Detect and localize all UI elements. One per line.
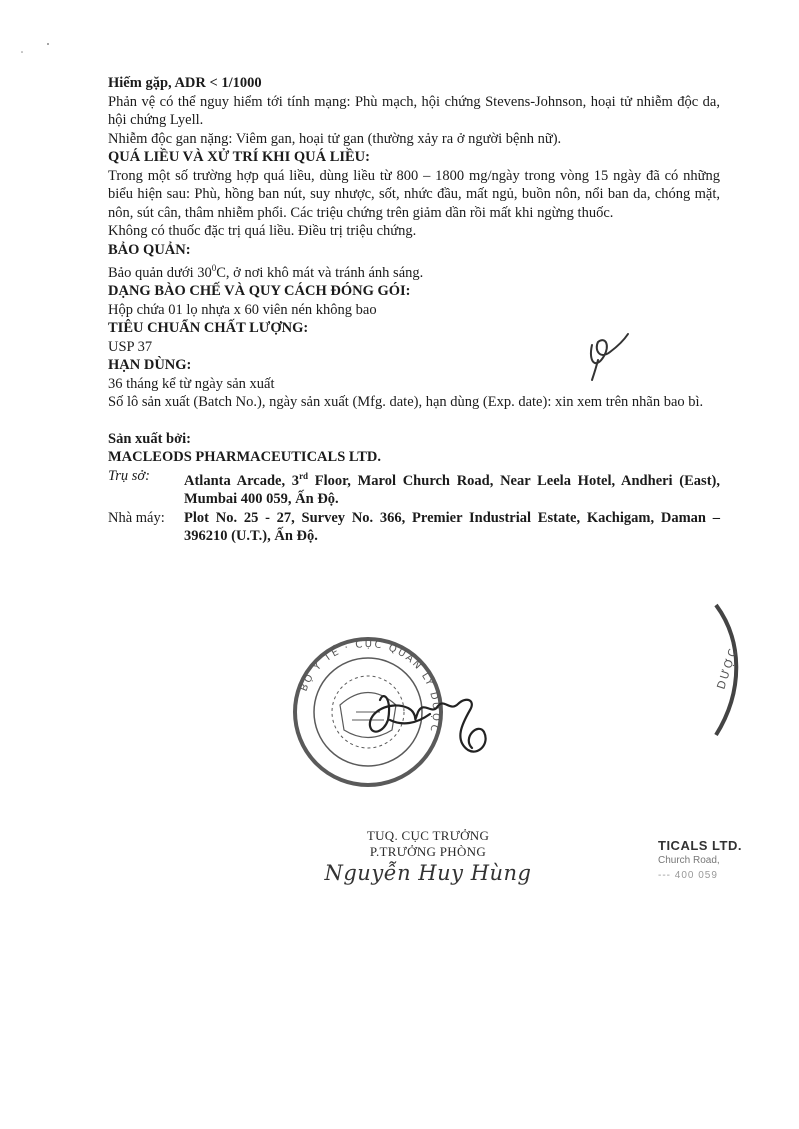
company-stamp-line: TICALS LTD. bbox=[658, 838, 742, 853]
storage-heading: BẢO QUẢN: bbox=[108, 241, 191, 258]
adr-line: Phản vệ có thể nguy hiểm tới tính mạng: Phù mạch, hội chứng Stevens-Johnson, hoại tử nhiễm độc da, hội chứng Lyell. bbox=[108, 93, 720, 128]
company-stamp-line: --- 400 059 bbox=[658, 870, 718, 881]
packaging-text: Hộp chứa 01 lọ nhựa x 60 viên nén không bao bbox=[108, 301, 377, 318]
expiry-section bbox=[108, 356, 720, 412]
company-stamp-fragment bbox=[658, 838, 768, 883]
approval-signature-block bbox=[318, 828, 538, 886]
expiry-heading: HẠN DÙNG: bbox=[108, 357, 192, 374]
approver-name: Nguyễn Huy Hùng bbox=[324, 861, 532, 885]
edge-stamp-text: DƯỢC bbox=[714, 645, 741, 691]
overdose-heading: QUÁ LIỀU VÀ XỬ TRÍ KHI QUÁ LIỀU: bbox=[108, 149, 370, 165]
storage-section bbox=[108, 241, 720, 283]
director-signature bbox=[370, 696, 486, 752]
office-text-b: Floor, Marol Church Road, Near Leela Hotel, Andheri (East), Mumbai 400 059, Ấn Độ. bbox=[184, 472, 720, 508]
expiry-line: Số lô sản xuất (Batch No.), ngày sản xuất (Mfg. date), hạn dùng (Exp. date): xin xem trên nhãn bao bì. bbox=[108, 394, 704, 411]
approval-title: TUQ. CỤC TRƯỞNG bbox=[366, 828, 490, 843]
standard-text: USP 37 bbox=[108, 338, 153, 355]
company-stamp-line: Church Road, bbox=[658, 855, 720, 866]
factory-value: Plot No. 25 - 27, Survey No. 366, Premier Industrial Estate, Kachigam, Daman – 396210 (U.T.), Ấn Độ. bbox=[184, 509, 720, 545]
office-text-a: Atlanta Arcade, 3 bbox=[184, 472, 300, 489]
seal-text: BỘ Y TẾ · CỤC QUẢN LÝ DƯỢC bbox=[298, 638, 442, 735]
adr-line: Nhiễm độc gan nặng: Viêm gan, hoại tử gan (thường xảy ra ở người bệnh nữ). bbox=[108, 130, 562, 147]
office-label: Trụ sở: bbox=[108, 467, 150, 484]
storage-text-b: C, ở nơi khô mát và tránh ánh sáng. bbox=[216, 264, 424, 281]
overdose-line: Không có thuốc đặc trị quá liều. Điều trị triệu chứng. bbox=[108, 223, 417, 239]
adr-heading: Hiếm gặp, ADR < 1/1000 bbox=[108, 75, 262, 91]
standard-heading: TIÊU CHUẨN CHẤT LƯỢNG: bbox=[108, 320, 309, 337]
packaging-section bbox=[108, 282, 720, 319]
scan-specks bbox=[21, 43, 49, 53]
packaging-heading: DẠNG BÀO CHẾ VÀ QUY CÁCH ĐÓNG GÓI: bbox=[108, 283, 411, 300]
overdose-section bbox=[108, 148, 720, 241]
office-floor-sup: rd bbox=[299, 470, 309, 481]
manufacturer-heading: Sản xuất bởi: bbox=[108, 430, 191, 447]
approval-subtitle: P.TRƯỞNG PHÒNG bbox=[369, 844, 487, 859]
leaflet-content bbox=[108, 74, 720, 546]
spacer bbox=[108, 412, 720, 430]
storage-text-a: Bảo quản dưới 30 bbox=[108, 264, 212, 281]
factory-label: Nhà máy: bbox=[108, 509, 165, 526]
manufacturer-name: MACLEODS PHARMACEUTICALS LTD. bbox=[108, 449, 381, 466]
adr-section bbox=[108, 74, 720, 148]
office-address bbox=[108, 467, 720, 509]
storage-text bbox=[108, 259, 720, 282]
storage-degree: 0 bbox=[211, 263, 217, 273]
overdose-line: Trong một số trường hợp quá liều, dùng liều từ 800 – 1800 mg/ngày trong vòng 15 ngày đã có những biểu hiện sau: Phù, hồng ban nút, suy nhược, sốt, nhức đầu, mất ngủ, buồn nôn, nổi ban da, chóng mặt, nôn, sút cân, thâm nhiễm phổi. Các triệu chứng trên giảm dần rồi mất khi ngừng thuốc. bbox=[108, 167, 720, 221]
standard-section bbox=[108, 319, 720, 356]
expiry-line: 36 tháng kể từ ngày sản xuất bbox=[108, 375, 275, 392]
factory-address bbox=[108, 509, 720, 546]
manufacturer-section bbox=[108, 430, 720, 546]
office-value bbox=[184, 467, 720, 509]
